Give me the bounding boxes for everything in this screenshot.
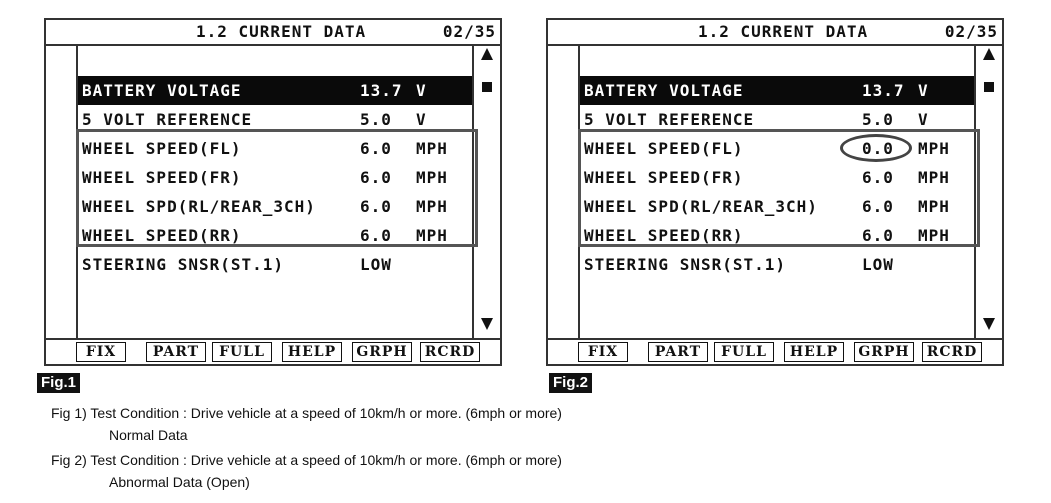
scroll-thumb[interactable] (482, 82, 492, 92)
page-indicator: 02/35 (944, 22, 998, 41)
row-value: 6.0 (360, 168, 392, 187)
wheel-speed-highlight-box (578, 129, 980, 247)
row-label: STEERING SNSR(ST.1) (82, 255, 285, 274)
row-label: WHEEL SPEED(FR) (82, 168, 242, 187)
page-indicator: 02/35 (442, 22, 496, 41)
row-label: WHEEL SPEED(FR) (584, 168, 744, 187)
figure-label-fig2: Fig.2 (549, 373, 592, 393)
row-unit: MPH (918, 197, 950, 216)
scroll-down-arrow-icon[interactable] (481, 318, 493, 330)
row-label: WHEEL SPEED(FL) (82, 139, 242, 158)
row-label: STEERING SNSR(ST.1) (584, 255, 787, 274)
record-button[interactable]: RCRD (420, 342, 480, 362)
row-label: WHEEL SPEED(RR) (584, 226, 744, 245)
title-bar (548, 20, 1002, 46)
row-unit: V (416, 110, 427, 129)
full-button[interactable]: FULL (212, 342, 272, 362)
data-row-steering-sensor[interactable] (580, 250, 974, 279)
row-unit: MPH (416, 226, 448, 245)
row-value: 13.7 (862, 81, 905, 100)
row-label: WHEEL SPEED(RR) (82, 226, 242, 245)
row-value: LOW (360, 255, 392, 274)
part-button[interactable]: PART (648, 342, 708, 362)
part-button[interactable]: PART (146, 342, 206, 362)
row-unit: V (416, 81, 427, 100)
row-unit: MPH (416, 197, 448, 216)
row-value: 6.0 (360, 226, 392, 245)
row-unit: MPH (416, 168, 448, 187)
function-key-bar (46, 338, 500, 364)
wheel-speed-highlight-box (76, 129, 478, 247)
scroll-down-arrow-icon[interactable] (983, 318, 995, 330)
figure-label-fig1: Fig.1 (37, 373, 80, 393)
row-label: WHEEL SPD(RL/REAR_3CH) (82, 197, 316, 216)
scan-tool-screen-fig1 (44, 18, 502, 366)
help-button[interactable]: HELP (282, 342, 342, 362)
graph-button[interactable]: GRPH (352, 342, 412, 362)
caption-fig1-condition: Fig 1) Test Condition : Drive vehicle at a speed of 10km/h or more. (6mph or more) (51, 405, 562, 421)
row-value: 6.0 (360, 197, 392, 216)
abnormal-value-circle (840, 134, 912, 162)
help-button[interactable]: HELP (784, 342, 844, 362)
row-unit: MPH (416, 139, 448, 158)
full-button[interactable]: FULL (714, 342, 774, 362)
row-unit: V (918, 110, 929, 129)
function-key-bar (548, 338, 1002, 364)
row-value: 6.0 (360, 139, 392, 158)
caption-fig2-condition: Fig 2) Test Condition : Drive vehicle at a speed of 10km/h or more. (6mph or more) (51, 452, 562, 468)
data-row-battery-voltage[interactable] (78, 76, 472, 105)
row-value: 6.0 (862, 168, 894, 187)
row-value: 0.0 (862, 139, 894, 158)
row-value: 6.0 (862, 226, 894, 245)
caption-fig1-result: Normal Data (109, 427, 188, 443)
row-value: 13.7 (360, 81, 403, 100)
row-label: 5 VOLT REFERENCE (584, 110, 755, 129)
row-value: 5.0 (862, 110, 894, 129)
graph-button[interactable]: GRPH (854, 342, 914, 362)
record-button[interactable]: RCRD (922, 342, 982, 362)
row-label: BATTERY VOLTAGE (584, 81, 744, 100)
title-bar (46, 20, 500, 46)
scroll-up-arrow-icon[interactable] (481, 48, 493, 60)
row-unit: MPH (918, 168, 950, 187)
row-value: 6.0 (862, 197, 894, 216)
data-row-battery-voltage[interactable] (580, 76, 974, 105)
row-unit: MPH (918, 226, 950, 245)
fix-button[interactable]: FIX (76, 342, 126, 362)
row-value: 5.0 (360, 110, 392, 129)
row-unit: V (918, 81, 929, 100)
scan-tool-screen-fig2 (546, 18, 1004, 366)
row-unit: MPH (918, 139, 950, 158)
row-label: BATTERY VOLTAGE (82, 81, 242, 100)
scroll-thumb[interactable] (984, 82, 994, 92)
row-label: WHEEL SPD(RL/REAR_3CH) (584, 197, 818, 216)
row-label: 5 VOLT REFERENCE (82, 110, 253, 129)
scroll-up-arrow-icon[interactable] (983, 48, 995, 60)
screen-title: 1.2 CURRENT DATA (698, 22, 869, 41)
data-row-steering-sensor[interactable] (78, 250, 472, 279)
fix-button[interactable]: FIX (578, 342, 628, 362)
screen-title: 1.2 CURRENT DATA (196, 22, 367, 41)
caption-fig2-result: Abnormal Data (Open) (109, 474, 250, 490)
row-label: WHEEL SPEED(FL) (584, 139, 744, 158)
row-value: LOW (862, 255, 894, 274)
